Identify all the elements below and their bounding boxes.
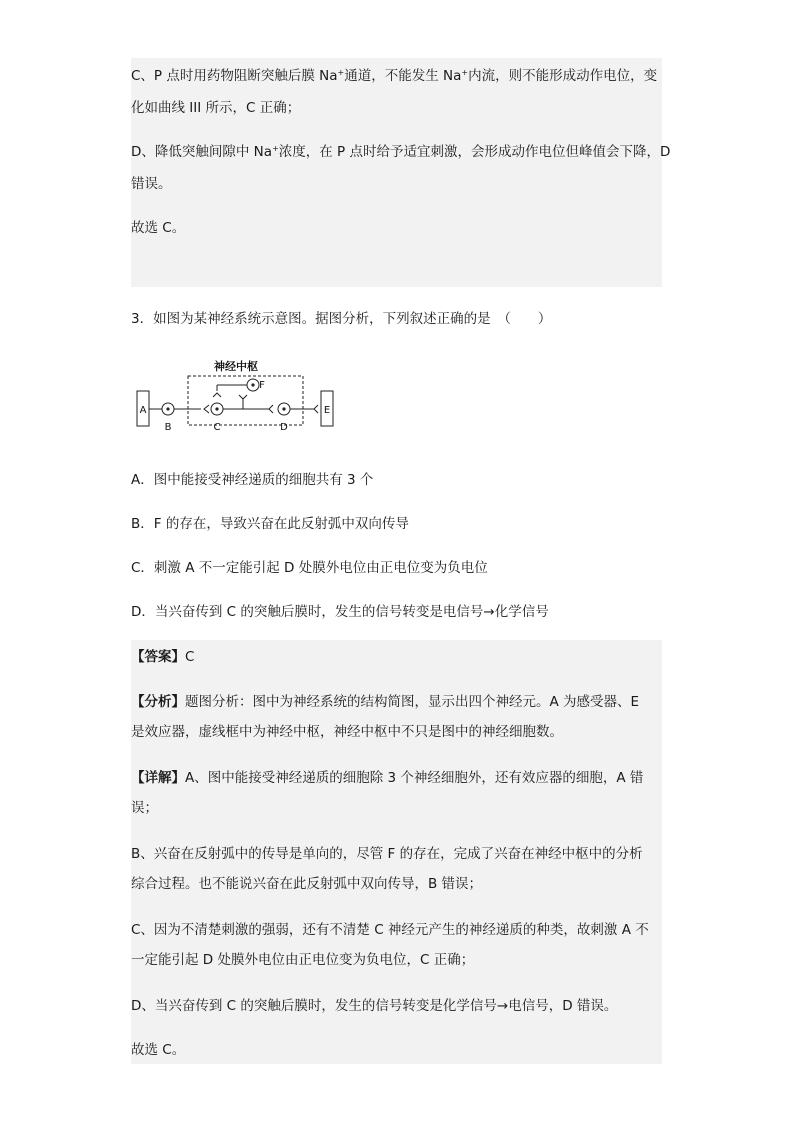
- reflex-arc-figure: [131, 352, 341, 434]
- nerve-center-box: [188, 376, 303, 425]
- detail-b-line2: 综合过程。也不能说兴奋在此反射弧中双向传导，B 错误；: [131, 876, 483, 892]
- detail-c-line1: C、因为不清楚刺激的强弱，还有不清楚 C 神经元产生的神经递质的种类，故刺激 A 不: [131, 922, 649, 938]
- option-c: C．刺激 A 不一定能引起 D 处膜外电位由正电位变为负电位: [131, 560, 488, 576]
- prev-option-c-line2: 化如曲线 III 所示，C 正确；: [131, 100, 301, 116]
- detail-tag: 【详解】: [131, 770, 185, 786]
- analysis-tag: 【分析】: [131, 694, 185, 710]
- detail-b-line1: B、兴奋在反射弧中的传导是单向的，尽管 F 的存在，完成了兴奋在神经中枢中的分析: [131, 846, 643, 862]
- label-f: F: [259, 380, 265, 391]
- label-c: C: [213, 422, 221, 433]
- option-b: B．F 的存在，导致兴奋在此反射弧中双向传导: [131, 516, 409, 532]
- analysis-line1: 【分析】题图分析：图中为神经系统的结构简图，显示出四个神经元。A 为感受器、E: [131, 694, 640, 710]
- answer-tag: 【答案】: [131, 649, 185, 665]
- detail-c-line2: 一定能引起 D 处膜外电位由正电位变为负电位，C 正确；: [131, 952, 475, 968]
- prev-answer-shade: [131, 58, 662, 287]
- analysis-line2: 是效应器，虚线框中为神经中枢，神经中枢中不只是图中的神经细胞数。: [131, 724, 563, 740]
- detail-d-line1: D、当兴奋传到 C 的突触后膜时，发生的信号转变是化学信号→电信号，D 错误。: [131, 998, 618, 1014]
- option-d: D．当兴奋传到 C 的突触后膜时，发生的信号转变是电信号→化学信号: [131, 604, 549, 620]
- answer-value: C: [185, 649, 195, 665]
- answer-choice: 故选 C。: [131, 1042, 186, 1058]
- prev-option-d-line2: 错误。: [131, 176, 172, 192]
- label-d: D: [280, 422, 288, 433]
- answer-line: [131, 647, 194, 667]
- detail-a-line2: 误；: [131, 800, 158, 816]
- label-a: A: [139, 405, 147, 416]
- label-e: E: [323, 405, 331, 416]
- option-a: A．图中能接受神经递质的细胞共有 3 个: [131, 472, 374, 488]
- question-stem: 3．如图为某神经系统示意图。据图分析，下列叙述正确的是 （ ）: [131, 311, 552, 327]
- prev-option-c-line1: C、P 点时用药物阻断突触后膜 Na+通道，不能发生 Na+内流，则不能形成动作电位，变: [131, 68, 658, 84]
- nerve-center-title: 神经中枢: [214, 360, 258, 373]
- prev-choice: 故选 C。: [131, 220, 186, 236]
- prev-option-d-line1: D、降低突触间隙中 Na+浓度，在 P 点时给予适宜刺激，会形成动作电位但峰值会下降，D: [131, 144, 671, 160]
- detail-a-line1: 【详解】A、图中能接受神经递质的细胞除 3 个神经细胞外，还有效应器的细胞，A 错: [131, 770, 644, 786]
- label-b: B: [164, 422, 172, 433]
